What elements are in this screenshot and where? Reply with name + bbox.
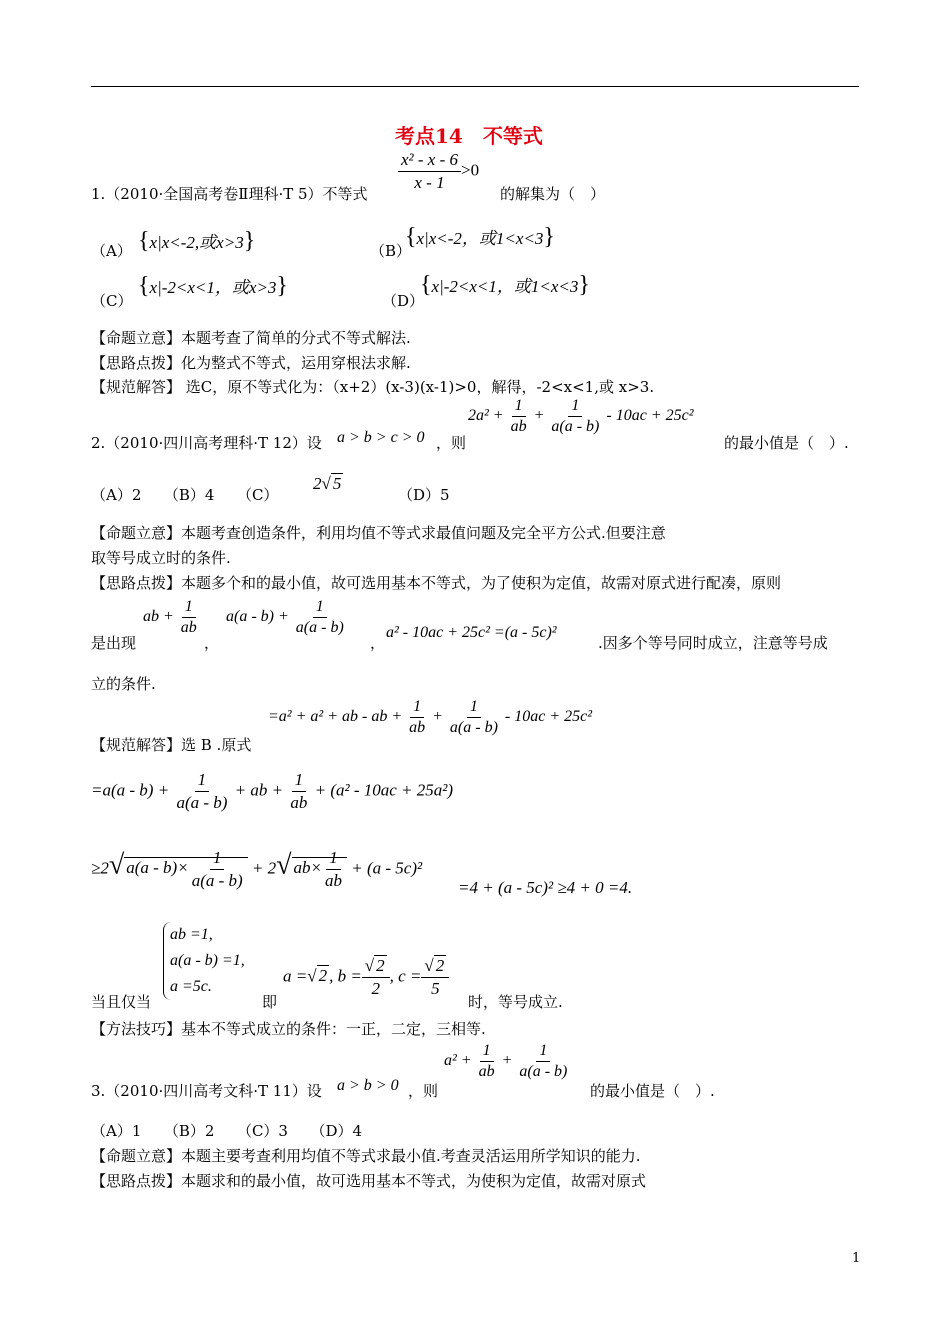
q1-solution: 【规范解答】 选C，原不等式化为：（x+2）(x-3)(x-1)>0，解得，-2<x<1,或 x>3.: [91, 378, 655, 396]
q2-method: 【方法技巧】基本不等式成立的条件：一正，二定，三相等.: [91, 1020, 486, 1038]
q2-hint-line1: 【思路点拨】本题多个和的最小值，故可选用基本不等式，为了使积为定值，故需对原式进行配凑，原则: [91, 574, 782, 592]
q2-hint-line2b: ，: [204, 634, 220, 652]
q2-prefix: 2.（2010·四川高考理科·T 12）设: [91, 434, 322, 452]
q3-suffix: 的最小值是（ ）.: [590, 1082, 715, 1100]
q1-option-c-expr: {x|-2<x<1，或x>3}: [138, 273, 288, 299]
q2-result: a =√ 2 , b = $\frac{√ 2}{2}$ , c = $\frac{√ 2}{5}$: [283, 956, 449, 999]
q2-then: ，则: [436, 434, 467, 452]
q2-hint-line2d: .因多个等号同时成立，注意等号成: [598, 634, 828, 652]
header-rule: [91, 86, 859, 87]
q1-option-a-label: （A）: [91, 242, 132, 260]
q2-suffix: 的最小值是（ ）.: [724, 434, 849, 452]
q2-eq-line2: =a(a - b) + $\frac{1}{a(a - b)}$ + ab + $\frac{1}{ab}$ + (a² - 10ac + 25a²): [91, 770, 454, 812]
q2-equation-system: ab =1, a(a - b) =1, a =5c.: [163, 922, 245, 1000]
q2-eq-end: 时，等号成立.: [468, 993, 563, 1011]
q3-expression: a² + $\frac{1}{ab}$ + $\frac{1}{a(a - b)}$: [444, 1042, 568, 1080]
q1-option-a-expr: {x|x<-2,或x>3}: [138, 228, 256, 254]
q2-options: （A）2 （B）4 （C）: [91, 486, 279, 504]
q2-option-d: （D）5: [398, 486, 450, 504]
q2-eq-line3: ≥2√ a(a - b)× $\frac{1}{a(a - b)}$ + 2√ ab× $\frac{1}{ab}$ + (a - 5c)²: [91, 848, 423, 890]
q2-hint-expr1: ab + $\frac{1}{ab}$: [143, 598, 197, 636]
q1-option-b-expr: {x|x<-2，或1<x<3}: [405, 224, 555, 250]
q3-intent: 【命题立意】本题主要考查利用均值不等式求最小值.考查灵活运用所学知识的能力.: [91, 1147, 641, 1165]
q2-hint-line2c: ，: [370, 634, 386, 652]
q1-option-b-label: （B）: [370, 242, 412, 260]
q2-ji: 即: [262, 993, 278, 1011]
q2-condition-label: 当且仅当: [91, 993, 152, 1011]
q2-hint-line2a: 是出现: [91, 634, 137, 652]
q2-hint-expr2: a(a - b) + $\frac{1}{a(a - b)}$: [226, 598, 344, 636]
q1-prefix: 1.（2010·全国高考卷Ⅱ理科·T 5）不等式: [91, 185, 368, 203]
q1-suffix: 的解集为（ ）: [500, 185, 606, 203]
q2-option-c-value: 2√ 5: [313, 474, 342, 493]
q2-eq-line3-tail: =4 + (a - 5c)² ≥4 + 0 =4.: [458, 878, 633, 897]
q1-intent: 【命题立意】本题考查了简单的分式不等式解法.: [91, 329, 411, 347]
q3-prefix: 3.（2010·四川高考文科·T 11）设: [91, 1082, 322, 1100]
q3-hint: 【思路点拨】本题求和的最小值，故可选用基本不等式，为使积为定值，故需对原式: [91, 1172, 647, 1190]
q2-intent-line1: 【命题立意】本题考查创造条件，利用均值不等式求最值问题及完全平方公式.但要注意: [91, 524, 666, 542]
q2-solution-label: 【规范解答】选 B .原式: [91, 736, 252, 754]
q2-eq-line1: =a² + a² + ab - ab + $\frac{1}{ab}$ + $\frac{1}{a(a - b)}$ - 10ac + 25c²: [268, 698, 593, 736]
q1-option-d-expr: {x|-2<x<1，或1<x<3}: [420, 272, 590, 298]
q1-option-c-label: （C）: [91, 292, 133, 310]
q1-option-d-label: （D）: [382, 292, 425, 310]
q2-hint-expr3: a² - 10ac + 25c² =(a - 5c)²: [386, 624, 557, 641]
q2-intent-line2: 取等号成立时的条件.: [91, 549, 231, 567]
q2-expression: 2a² + $\frac{1}{ab}$ + $\frac{1}{a(a - b)}$ - 10ac + 25c²: [468, 397, 694, 435]
q2-hint-line3: 立的条件.: [91, 675, 156, 693]
q3-then: ，则: [408, 1082, 439, 1100]
page-title: 考点14 不等式: [395, 124, 543, 148]
q1-fraction: $\frac{\text{x² - x - 6}}{x - 1}$ >0: [398, 150, 479, 193]
q1-hint: 【思路点拨】化为整式不等式，运用穿根法求解.: [91, 354, 411, 372]
q2-condition: a > b > c > 0: [337, 429, 425, 446]
q3-options: （A）1 （B）2 （C）3 （D）4: [91, 1122, 363, 1140]
q3-condition: a > b > 0: [337, 1077, 399, 1094]
page-number: 1: [852, 1251, 861, 1266]
